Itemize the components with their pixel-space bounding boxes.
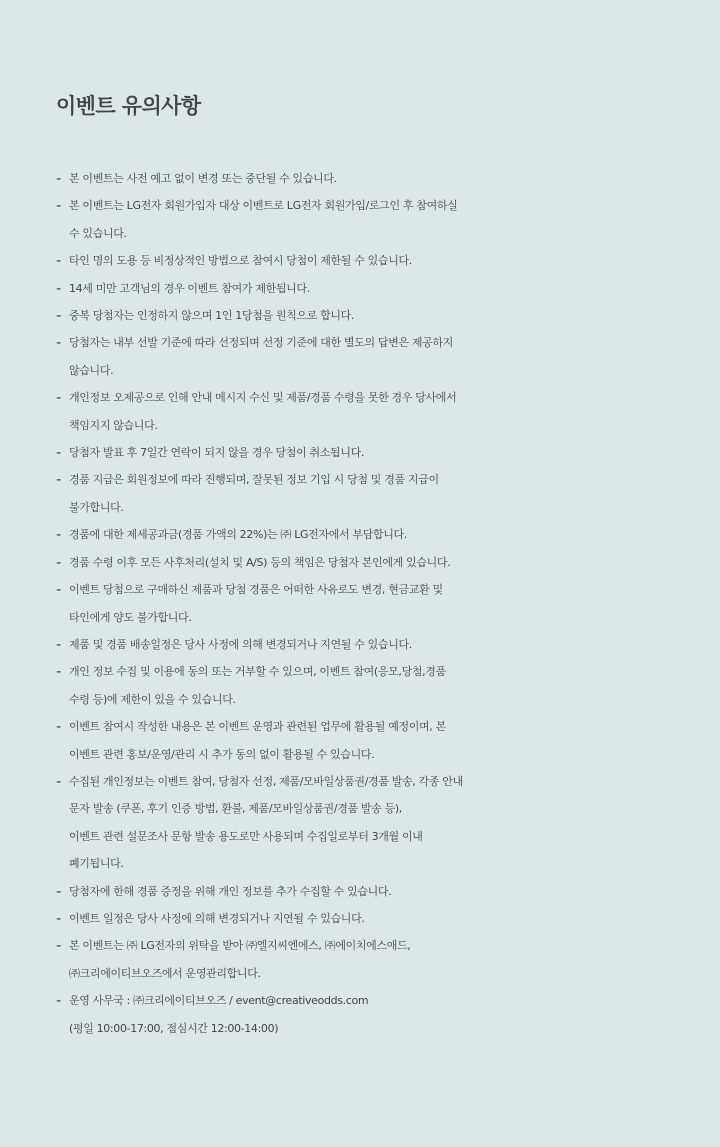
notice-item [56,987,720,1042]
list-dash: - [56,881,62,900]
notice-text-line: 운영 사무국 : ㈜크리에이티브오즈 / event@creativeodds.com [69,994,369,1008]
notice-text-line: 수집된 개인정보는 이벤트 참여, 당첨자 선정, 제품/모바일상품권/경품 발송, 각종 안내 [69,774,463,788]
notice-item [56,878,720,905]
notice-text-line: 이벤트 참여시 작성한 내용은 본 이벤트 운영과 관련된 업무에 활용될 예정이며, 본 [69,720,446,734]
notice-item [56,439,720,466]
notice-item [56,165,720,192]
notice-item [56,576,720,631]
list-dash: - [56,771,62,790]
list-dash: - [56,908,62,927]
list-dash: - [56,169,62,187]
list-dash: - [56,634,62,653]
notice-text-line: 이벤트 관련 홍보/운영/관리 시 추가 동의 없이 활용될 수 있습니다. [69,747,375,761]
notice-item [56,905,720,932]
notice-text-line: ㈜크리에이티브오즈에서 운영관리합니다. [69,966,261,980]
notice-item [56,247,720,274]
notice-text-line: 본 이벤트는 사전 예고 없이 변경 또는 중단될 수 있습니다. [69,172,337,185]
notice-text-line: 14세 미만 고객님의 경우 이벤트 참여가 제한됩니다. [69,281,310,295]
notice-text-line: 이벤트 관련 설문조사 문항 발송 용도로만 사용되며 수집일로부터 3개월 이내 [69,829,423,843]
list-dash: - [56,443,62,462]
notice-item [56,549,720,576]
notice-item [56,631,720,658]
notice-item [56,466,720,521]
list-dash: - [56,580,62,599]
notice-text-line: 수 있습니다. [69,226,127,240]
notice-text-line: 타인 명의 도용 등 비정상적인 방법으로 참여시 당첨이 제한될 수 있습니다. [69,254,412,268]
notice-text-line: 본 이벤트는 ㈜ LG전자의 위탁을 받아 ㈜엘지씨엔에스, ㈜에이치에스애드, [69,939,411,953]
list-dash: - [56,936,62,955]
notice-text-line: 않습니다. [69,363,114,377]
notice-item [56,329,720,384]
notice-item [56,384,720,439]
list-dash: - [56,388,62,407]
notice-list [56,165,720,1042]
page-title: 이벤트 유의사항 [56,94,201,118]
notice-item [56,768,720,878]
notice-text-line: 문자 발송 (쿠폰, 후기 인증 방법, 환불, 제품/모바일상품권/경품 발송 등), [69,802,402,816]
list-dash: - [56,278,62,297]
notice-text-line: 중복 당첨자는 인정하지 않으며 1인 1당첨을 원칙으로 합니다. [69,309,355,323]
notice-item [56,275,720,302]
notice-item [56,521,720,548]
notice-text-line: 이벤트 당첨으로 구매하신 제품과 당첨 경품은 어떠한 사유로도 변경, 현금교환 및 [69,583,443,597]
list-dash: - [56,717,62,736]
notice-text-line: 당첨자는 내부 선발 기준에 따라 선정되며 선정 기준에 대한 별도의 답변은 제공하지 [69,336,453,350]
notice-item [56,713,720,768]
list-dash: - [56,991,62,1010]
notice-text-line: 책임지지 않습니다. [69,418,158,432]
notice-text-line: 개인 정보 수집 및 이용에 동의 또는 거부할 수 있으며, 이벤트 참여(응모,당첨,경품 [69,665,446,679]
notice-text-line: 수령 등)에 제한이 있을 수 있습니다. [69,692,236,706]
notice-text-line: 경품에 대한 제세공과금(경품 가액의 22%)는 ㈜ LG전자에서 부담합니다. [69,528,407,542]
notice-item [56,932,720,987]
notice-text-line: 경품 수령 이후 모든 사후처리(설치 및 A/S) 등의 책임은 당첨자 본인에게 있습니다. [69,555,451,569]
notice-text-line: 이벤트 일정은 당사 사정에 의해 변경되거나 지연될 수 있습니다. [69,911,365,925]
notice-text-line: 경품 지급은 회원정보에 따라 진행되며, 잘못된 정보 기입 시 당첨 및 경품 지급이 [69,473,439,487]
list-dash: - [56,196,62,215]
notice-item [56,192,720,247]
list-dash: - [56,251,62,270]
list-dash: - [56,662,62,681]
list-dash: - [56,552,62,571]
notice-text-line: 당첨자에 한해 경품 증정을 위해 개인 정보를 추가 수집할 수 있습니다. [69,884,392,898]
notice-text-line: 타인에게 양도 불가합니다. [69,610,192,624]
notice-text-line: 폐기됩니다. [69,857,124,871]
list-dash: - [56,470,62,489]
notice-text-line: 본 이벤트는 LG전자 회원가입자 대상 이벤트로 LG전자 회원가입/로그인 후 참여하실 [69,199,458,213]
notice-item [56,302,720,329]
notice-item [56,658,720,713]
list-dash: - [56,306,62,325]
notice-text-line: 불가합니다. [69,500,124,514]
notice-text-line: 제품 및 경품 배송일정은 당사 사정에 의해 변경되거나 지연될 수 있습니다. [69,637,412,651]
list-dash: - [56,525,62,544]
notice-text-line: 당첨자 발표 후 7일간 연락이 되지 않을 경우 당첨이 취소됩니다. [69,446,365,460]
notice-text-line: 개인정보 오제공으로 인해 안내 메시지 수신 및 제품/경품 수령을 못한 경우 당사에서 [69,391,457,405]
list-dash: - [56,333,62,352]
notice-text-line: (평일 10:00-17:00, 점심시간 12:00-14:00) [69,1021,279,1035]
